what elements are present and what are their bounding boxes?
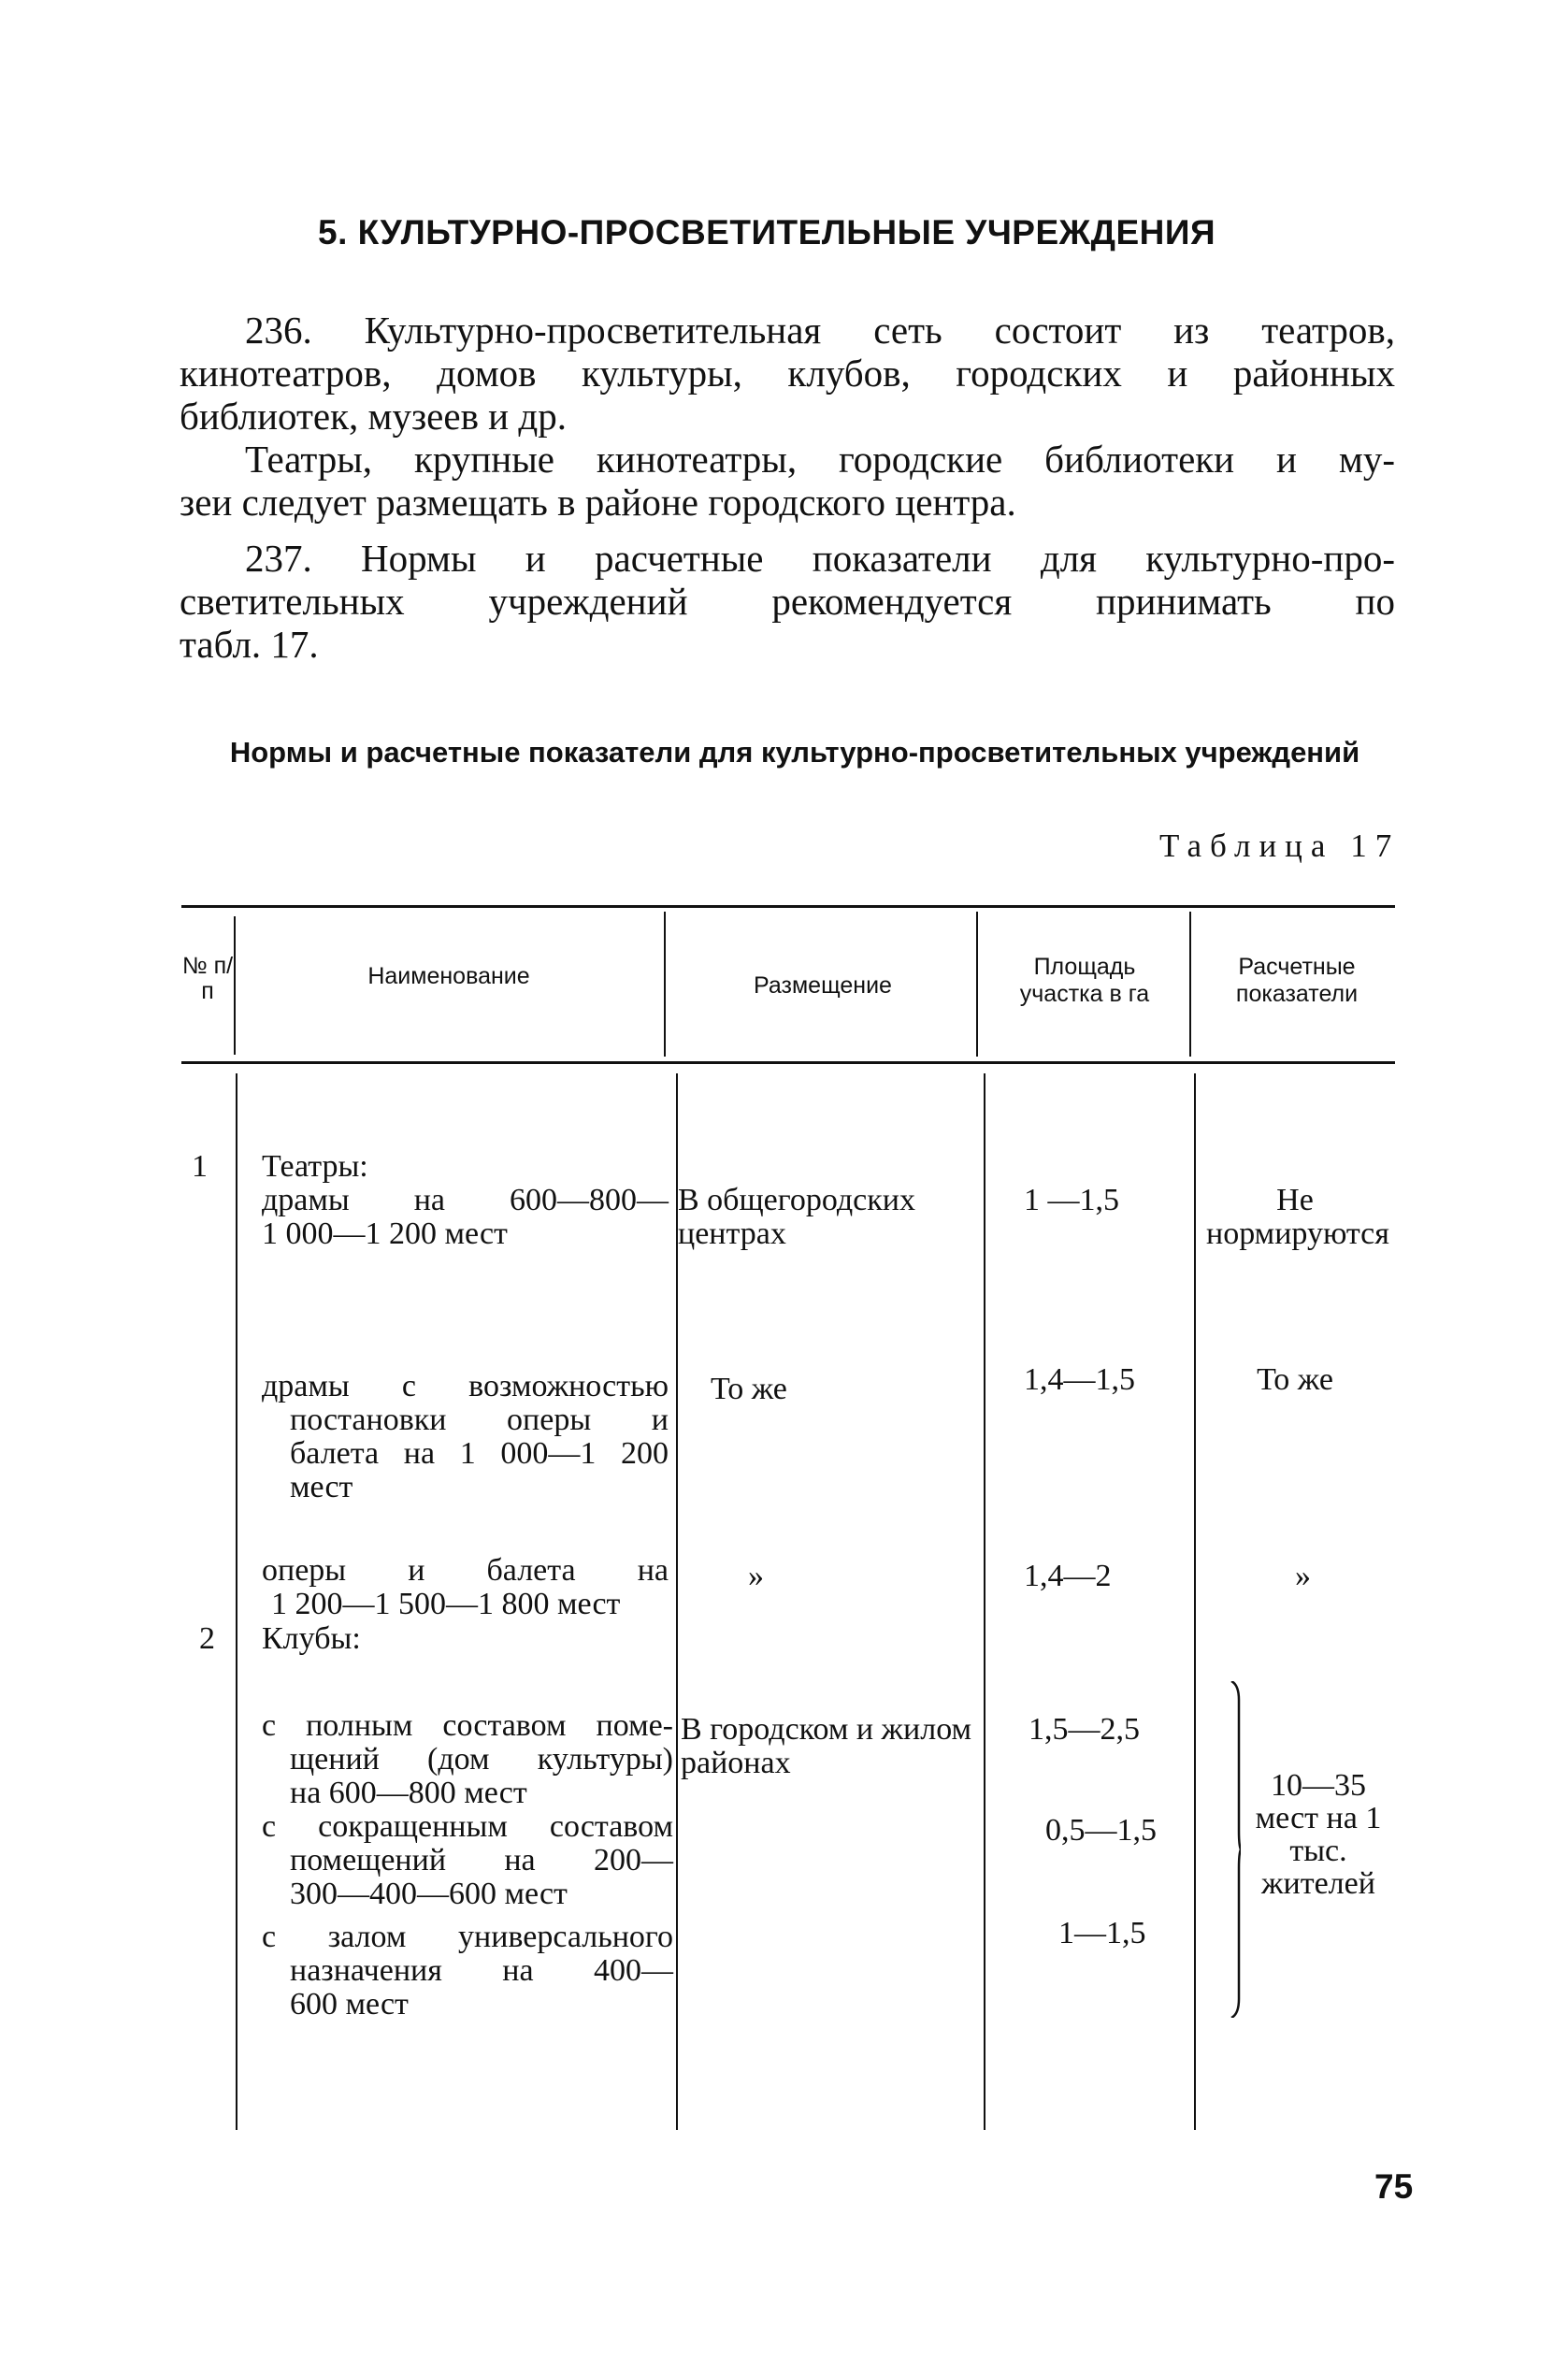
row-name	[262, 1150, 669, 1251]
name-line: на 600—800 мест	[290, 1776, 527, 1810]
paragraph-236	[180, 309, 1395, 438]
row-placement: »	[748, 1559, 764, 1593]
paragraph-line: 236. Культурно-просветительная сеть состоит из театров,	[245, 309, 1395, 352]
name-line: 1 200—1 500—1 800 мест	[271, 1587, 621, 1621]
paragraph-line: светительных учреждений рекомендуется принимать по	[180, 580, 1395, 623]
name-line: с залом универсального	[262, 1920, 673, 1954]
name-line: щений (дом культуры)	[290, 1742, 673, 1777]
paragraph-line: кинотеатров, домов культуры, клубов, городских и районных	[180, 352, 1395, 395]
row-indicators: 10—35 мест на 1 тыс. жителей	[1255, 1768, 1382, 1901]
paragraph-237	[180, 537, 1395, 666]
row-area: 1,4—2	[1024, 1559, 1112, 1593]
section-title: 5. КУЛЬТУРНО-ПРОСВЕТИТЕЛЬНЫЕ УЧРЕЖДЕНИЯ	[318, 213, 1216, 252]
name-line: назначения на 400—	[290, 1953, 673, 1988]
paragraph-line: табл. 17.	[180, 623, 319, 666]
name-line: балета на 1 000—1 200	[290, 1436, 669, 1471]
row-area: 0,5—1,5	[1045, 1813, 1157, 1848]
header-divider	[976, 912, 978, 1057]
row-name	[262, 1370, 669, 1504]
row-placement: То же	[711, 1372, 787, 1406]
row-indicators: То же	[1257, 1362, 1333, 1397]
header-divider	[664, 912, 666, 1057]
row-area: 1—1,5	[1058, 1916, 1146, 1950]
name-line: с сокращенным составом	[262, 1809, 673, 1844]
row-area: 1,4—1,5	[1024, 1362, 1135, 1397]
name-line: 600 мест	[290, 1987, 409, 2021]
row-area: 1 —1,5	[1024, 1183, 1119, 1217]
paragraph-line: библиотек, музеев и др.	[180, 395, 567, 438]
body-divider	[236, 1073, 237, 2130]
header-name: Наименование	[367, 963, 530, 989]
header-divider	[234, 916, 236, 1055]
page-number: 75	[1374, 2167, 1414, 2206]
header-placement: Размещение	[754, 972, 892, 999]
row-number: 2	[199, 1621, 215, 1656]
paragraph-line: Театры, крупные кинотеатры, городские библиотеки и му-	[245, 438, 1395, 481]
header-num: № п/п	[181, 953, 234, 1004]
row-name	[262, 1810, 673, 1911]
name-line: драмы с возможностью	[262, 1369, 669, 1403]
row-indicators: Не нормируются	[1206, 1183, 1389, 1251]
row-placement: В городском и жилом районах	[681, 1712, 972, 1780]
name-line: 300—400—600 мест	[290, 1877, 568, 1911]
header-area: Площадь участка в га	[1019, 954, 1150, 1007]
row-name: Клубы:	[262, 1621, 361, 1656]
curly-brace-icon	[1230, 1681, 1241, 2018]
table-top-rule	[181, 905, 1395, 908]
table-caption: Нормы и расчетные показатели для культурно-просветительных учреждений	[229, 736, 1360, 769]
row-placement: В общегородских центрах	[678, 1183, 915, 1251]
row-name	[262, 1554, 669, 1621]
name-line: драмы на 600—800—	[262, 1183, 669, 1217]
table-number: Таблица 17	[1159, 827, 1401, 864]
name-line: оперы и балета на	[262, 1553, 669, 1588]
body-divider	[1194, 1073, 1196, 2130]
row-name	[262, 1921, 673, 2021]
table-header-rule	[181, 1061, 1395, 1064]
paragraph-line: 237. Нормы и расчетные показатели для культурно-про-	[245, 537, 1395, 580]
name-line: помещений на 200—	[290, 1843, 673, 1878]
row-area: 1,5—2,5	[1029, 1712, 1140, 1747]
header-divider	[1189, 912, 1191, 1057]
name-line: с полным составом поме-	[262, 1708, 673, 1743]
paragraph-line: зеи следует размещать в районе городского центра.	[180, 481, 1016, 524]
name-line: 1 000—1 200 мест	[262, 1216, 508, 1251]
name-line: Театры:	[262, 1149, 368, 1184]
name-line: постановки оперы и	[290, 1403, 669, 1437]
row-name	[262, 1709, 673, 1810]
paragraph-236-continued	[180, 438, 1395, 524]
row-indicators: »	[1295, 1559, 1311, 1593]
name-line: мест	[290, 1470, 353, 1504]
header-indicators: Расчетные показатели	[1235, 954, 1359, 1007]
row-number: 1	[192, 1149, 208, 1184]
